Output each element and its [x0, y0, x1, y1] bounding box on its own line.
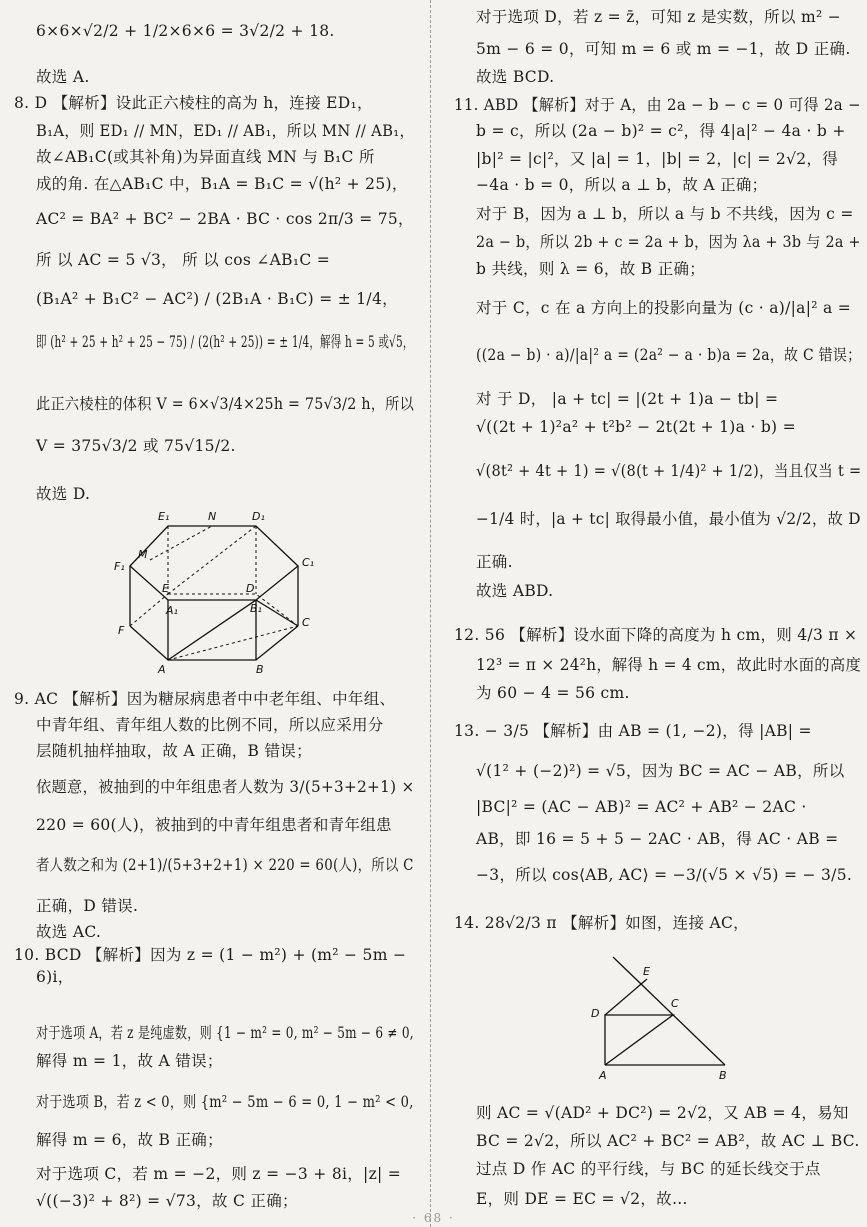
left-column-line: 故选 AC. [36, 923, 102, 941]
label-F: F [118, 624, 125, 637]
label-D1: D₁ [252, 510, 265, 523]
left-column-line: 解得 m = 6，故 B 正确； [36, 1131, 223, 1149]
label-C: C [302, 616, 310, 629]
right-column-line: AB，即 16 = 5 + 5 − 2AC · AB，得 AC · AB = [476, 830, 839, 848]
right-column-line: b 共线，则 λ = 6，故 B 正确； [476, 260, 706, 278]
label-F1: F₁ [114, 560, 125, 573]
label-N: N [208, 510, 217, 523]
tri-label-A: A [599, 1069, 607, 1082]
right-column-line: 13. − 3/5 【解析】由 AB = (1, −2)，得 |AB| = [454, 722, 812, 740]
left-column-line: 所 以 AC = 5 √3， 所 以 cos ∠AB₁C = [36, 251, 331, 269]
left-column-line: 此正六棱柱的体积 V = 6×√3/4×25h = 75√3/2 h，所以 [36, 395, 415, 413]
left-column-line: 10. BCD 【解析】因为 z = (1 − m²) + (m² − 5m − [14, 946, 407, 964]
left-column-line: √((−3)² + 8²) = √73，故 C 正确； [36, 1192, 298, 1210]
left-column-line: (B₁A² + B₁C² − AC²) / (2B₁A · B₁C) = ± 1/4， [36, 290, 398, 308]
left-column-line: AC² = BA² + BC² − 2BA · BC · cos 2π/3 = 75， [36, 210, 414, 228]
right-column-line: 14. 28√2/3 π 【解析】如图，连接 AC， [454, 914, 749, 932]
left-column-line: 正确，D 错误. [36, 897, 139, 915]
prism-diagram [108, 508, 328, 678]
left-column-line: 6×6×√2/2 + 1/2×6×6 = 3√2/2 + 18. [36, 22, 335, 40]
tri-label-E: E [643, 965, 650, 978]
label-D: D [246, 582, 255, 595]
label-B1: B₁ [250, 602, 262, 615]
right-column-line: E，则 DE = EC = √2，故… [476, 1190, 688, 1208]
label-C1: C₁ [302, 556, 315, 569]
triangle-diagram [585, 955, 735, 1085]
left-column-line: 即 (h² + 25 + h² + 25 − 75) / (2(h² + 25)) = ± 1/4，解得 h = 5 或√5， [36, 333, 414, 351]
right-column-line: 对 于 D， |a + tc| = |(2t + 1)a − tb| = [476, 390, 779, 408]
right-column-line: −3，所以 cos⟨AB, AC⟩ = −3/(√5 × √5) = − 3/5. [476, 866, 853, 884]
label-M: M [138, 548, 148, 561]
prism-figure [108, 508, 328, 678]
right-column-line: 为 60 − 4 = 56 cm. [476, 684, 630, 702]
label-A1: A₁ [166, 604, 178, 617]
left-column-line: 故选 A. [36, 68, 90, 86]
column-divider [430, 0, 431, 1227]
right-column-line: 则 AC = √(AD² + DC²) = 2√2，又 AB = 4，易知 [476, 1104, 849, 1122]
right-column-line: b = c，所以 (2a − b)² = c²，得 4|a|² − 4a · b + [476, 122, 846, 140]
right-column-line: 过点 D 作 AC 的平行线，与 BC 的延长线交于点 [476, 1160, 821, 1178]
tri-label-B: B [719, 1069, 727, 1082]
label-E1: E₁ [158, 510, 170, 523]
left-column-line: 解得 m = 1，故 A 错误； [36, 1052, 223, 1070]
left-column-line: 中青年组、青年组人数的比例不同，所以应采用分 [36, 716, 384, 734]
tri-label-D: D [591, 1007, 600, 1020]
right-column-line: 12. 56 【解析】设水面下降的高度为 h cm，则 4/3 π × [454, 626, 858, 644]
page-footer: · 68 · [412, 1211, 455, 1225]
right-column-line: 对于选项 D，若 z = z̄，可知 z 是实数，所以 m² − [476, 8, 842, 26]
label-E: E [162, 582, 169, 595]
left-column-line: 依题意，被抽到的中年组患者人数为 3/(5+3+2+1) × [36, 778, 415, 796]
left-column-line: 对于选项 B，若 z < 0，则 {m² − 5m − 6 = 0, 1 − m² < 0, [36, 1093, 414, 1111]
right-column-line: 对于 B，因为 a ⊥ b，所以 a 与 b 不共线，因为 c = [476, 205, 854, 223]
right-column-line: 故选 BCD. [476, 68, 555, 86]
triangle-figure [585, 955, 735, 1085]
left-column-line: 故选 D. [36, 485, 91, 503]
right-column-line: BC = 2√2，所以 AC² + BC² = AB²，故 AC ⊥ BC. [476, 1132, 860, 1150]
right-column-line: √((2t + 1)²a² + t²b² − 2t(2t + 1)a · b) = [476, 418, 796, 436]
left-column-line: B₁A，则 ED₁ // MN，ED₁ // AB₁，所以 MN // AB₁， [36, 122, 415, 140]
left-column-line: 8. D 【解析】设此正六棱柱的高为 h，连接 ED₁， [14, 94, 373, 112]
left-column-line: 者人数之和为 (2+1)/(5+3+2+1) × 220 = 60(人)，所以 C [36, 856, 414, 874]
tri-label-C: C [671, 997, 679, 1010]
right-column-line: 故选 ABD. [476, 582, 554, 600]
right-column-line: |BC|² = (AC − AB)² = AC² + AB² − 2AC · [476, 798, 807, 816]
right-column-line: √(1² + (−2)²) = √5，因为 BC = AC − AB，所以 [476, 762, 845, 780]
right-column-line: 12³ = π × 24²h，解得 h = 4 cm，故此时水面的高度 [476, 656, 862, 674]
left-column-line: 9. AC 【解析】因为糖尿病患者中中老年组、中年组、 [14, 690, 396, 708]
right-column-line: 5m − 6 = 0，可知 m = 6 或 m = −1，故 D 正确. [476, 40, 851, 58]
right-column-line: −1/4 时，|a + tc| 取得最小值，最小值为 √2/2，故 D [476, 510, 861, 528]
right-column-line: 2a − b，所以 2b + c = 2a + b，因为 λa + 3b 与 2a + [476, 233, 861, 251]
left-column-line: 故∠AB₁C(或其补角)为异面直线 MN 与 B₁C 所 [36, 148, 375, 166]
label-A: A [158, 663, 166, 676]
left-column-line: V = 375√3/2 或 75√15/2. [36, 437, 236, 455]
right-column-line: ((2a − b) · a)/|a|² a = (2a² − a · b)a = 2a，故 C 错误； [476, 346, 862, 364]
left-column-line: 对于选项 A，若 z 是纯虚数，则 {1 − m² = 0, m² − 5m − 6 ≠ 0, [36, 1024, 414, 1042]
right-column-line: √(8t² + 4t + 1) = √(8(t + 1/4)² + 1/2)，当且仅当 t = [476, 462, 862, 480]
left-column-line: 220 = 60(人)，被抽到的中青年组患者和青年组患 [36, 816, 392, 834]
right-column-line: 对于 C，c 在 a 方向上的投影向量为 (c · a)/|a|² a = [476, 299, 852, 317]
right-column-line: −4a · b = 0，所以 a ⊥ b，故 A 正确； [476, 176, 768, 194]
left-column-line: 层随机抽样抽取，故 A 正确，B 错误； [36, 742, 312, 760]
right-column-line: |b|² = |c|²，又 |a| = 1，|b| = 2，|c| = 2√2，得 [476, 150, 839, 168]
left-column-line: 成的角. 在△AB₁C 中，B₁A = B₁C = √(h² + 25)， [36, 175, 408, 193]
left-column-line: 6)i， [36, 968, 74, 986]
label-B: B [256, 663, 264, 676]
right-column-line: 正确. [476, 553, 513, 571]
left-column-line: 对于选项 C，若 m = −2，则 z = −3 + 8i，|z| = [36, 1165, 402, 1183]
right-column-line: 11. ABD 【解析】对于 A，由 2a − b − c = 0 可得 2a − [454, 96, 861, 114]
